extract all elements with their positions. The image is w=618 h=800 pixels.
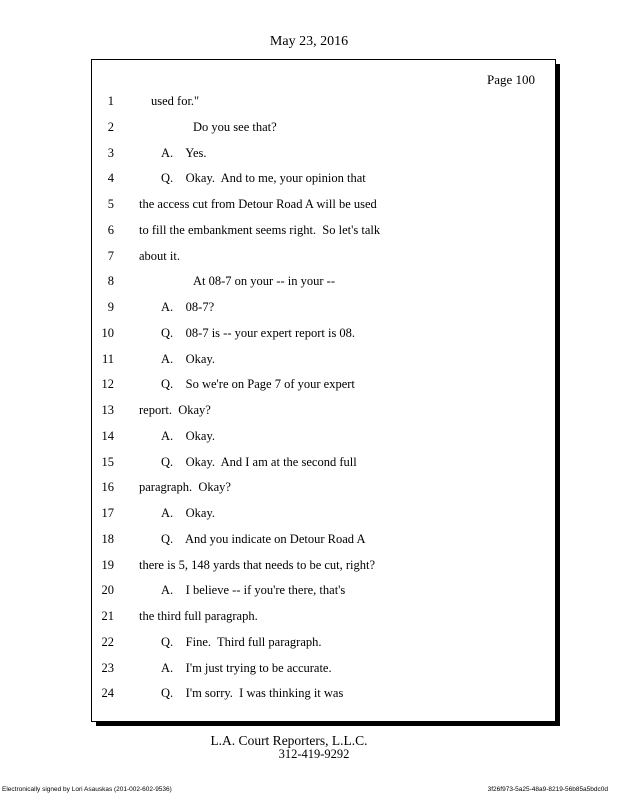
transcript-line-text: about it. [139, 248, 180, 263]
line-number: 3 [107, 145, 114, 160]
transcript-line-text: A. Okay. [161, 506, 216, 520]
line-number: 16 [101, 480, 114, 495]
line-number: 6 [107, 222, 114, 237]
line-number: 10 [101, 325, 114, 340]
transcript-line-text: A. Yes. [161, 145, 207, 160]
frame-shadow-right [556, 64, 560, 726]
line-number: 22 [101, 634, 114, 649]
transcript-line-text: Q. 08-7 is -- your expert report is 08. [161, 325, 356, 340]
transcript-line-text: Q. Okay. And I am at the second full [161, 454, 357, 469]
line-number: 23 [101, 660, 114, 675]
transcript-line-text: A. Okay. [161, 351, 216, 366]
footer-document-id: 3f26f973-5a25-48a9-8219-56b85a5bdc0d [487, 786, 608, 793]
transcript-line-text: Q. So we're on Page 7 of your expert [161, 377, 355, 392]
line-number: 24 [101, 686, 114, 701]
transcript-line-text: paragraph. Okay? [139, 480, 231, 495]
line-number: 20 [101, 583, 114, 598]
line-number: 12 [101, 377, 114, 392]
transcript-line-text: report. Okay? [139, 403, 211, 417]
transcript-line-text: the third full paragraph. [139, 609, 258, 623]
line-number: 21 [101, 609, 114, 623]
line-number: 15 [101, 454, 114, 469]
transcript-line-text: to fill the embankment seems right. So let's talk [139, 222, 381, 237]
transcript-line-text: A. I believe -- if you're there, that's [161, 583, 346, 598]
transcript-line-text: Do you see that? [193, 119, 277, 134]
transcript-line-text: A. 08-7? [161, 300, 215, 314]
transcript-line-text: At 08-7 on your -- in your -- [193, 274, 335, 289]
page-number: Page 100 [487, 72, 536, 87]
transcript-line-text: A. I'm just trying to be accurate. [161, 660, 332, 675]
line-number: 2 [107, 119, 114, 134]
transcript-line-text: the access cut from Detour Road A will be used [139, 197, 377, 211]
line-number: 5 [107, 197, 114, 211]
line-number: 7 [107, 248, 114, 263]
line-number: 13 [101, 403, 114, 417]
transcript-line-text: used for." [151, 94, 200, 108]
transcript-line-text: Q. Fine. Third full paragraph. [161, 634, 322, 649]
transcript-line-text: there is 5, 148 yards that needs to be cut, right? [139, 557, 376, 572]
footer-company: L.A. Court Reporters, L.L.C. [210, 733, 368, 748]
footer-phone: 312-419-9292 [278, 747, 350, 761]
line-number: 11 [101, 351, 114, 366]
transcript-line-text: Q. And you indicate on Detour Road A [161, 531, 366, 546]
transcript-line-text: A. Okay. [161, 428, 216, 443]
line-number: 4 [107, 171, 114, 186]
header-date: May 23, 2016 [269, 34, 349, 49]
transcript-line-text: Q. I'm sorry. I was thinking it was [161, 686, 344, 701]
line-number: 19 [101, 557, 114, 572]
line-number: 1 [107, 94, 114, 108]
line-number: 9 [107, 300, 114, 314]
line-number: 14 [101, 428, 114, 443]
line-number: 18 [101, 531, 114, 546]
line-number: 8 [107, 274, 114, 289]
frame-shadow-bottom [96, 722, 560, 726]
line-number: 17 [101, 506, 114, 520]
footer-signature: Electronically signed by Lori Asauskas (201-002-602-9536) [2, 786, 172, 793]
transcript-line-text: Q. Okay. And to me, your opinion that [161, 171, 366, 186]
